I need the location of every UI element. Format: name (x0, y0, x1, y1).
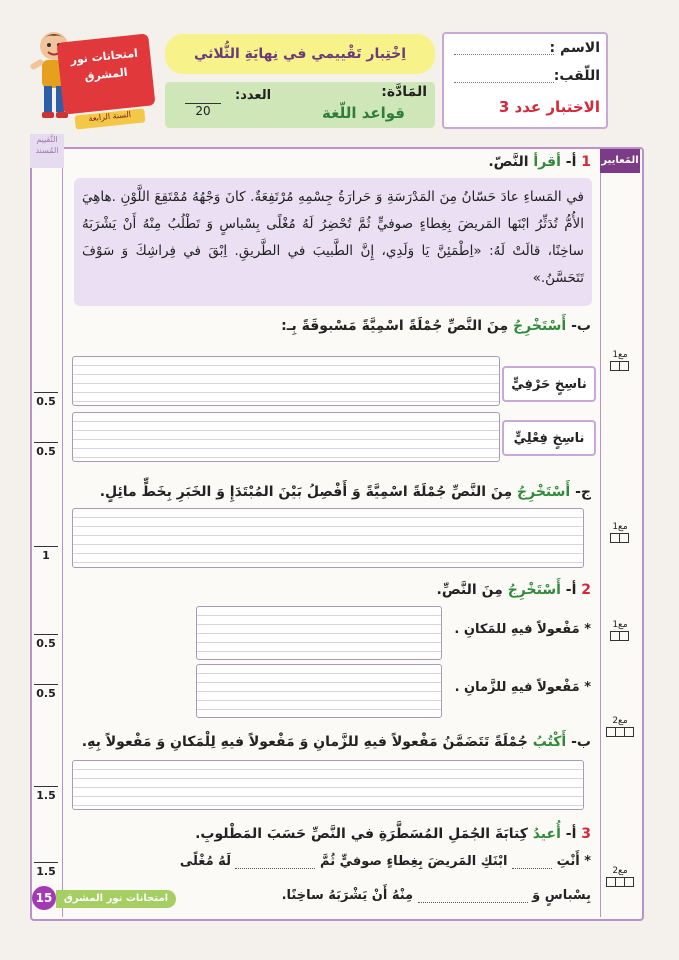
surname-label: اللّقب: (553, 68, 600, 84)
q1a-instruction (91, 154, 591, 170)
mark-time: 0.5 (34, 674, 58, 700)
q3a-rest: كِتابَةَ الجُمَلِ المُسَطَّرَةِ في النَّصِّ حَسَبَ المَطْلوبِ. (195, 826, 528, 842)
q2b-rest: جُمْلَةً تَتَضَمَّنُ مَفْعولاً فيهِ للزَّمانِ وَ مَفْعولاً فيهِ لِلْمَكانِ وَ مَفْعولاً بِهِ. (81, 734, 528, 750)
score-field[interactable] (185, 88, 221, 118)
q3-line2-end: مِنْهُ أَنْ يَشْرَبَهُ ساخِنًا. (281, 888, 414, 903)
student-info-box (442, 32, 608, 129)
marks-header: التَّقييم المُسند (30, 134, 64, 168)
q2-item-place: * مَفْعولاً فيهِ للمَكانِ . (454, 622, 591, 637)
mark-q3: 1.5 (34, 852, 58, 878)
q2b-label: ب- (571, 734, 591, 750)
criteria-header: المَعايير (600, 149, 640, 173)
q1c-instruction (81, 484, 591, 500)
exam-title: اِخْتِبار تَقْييمي في نِهايَةِ الثُّلاثي (165, 34, 435, 74)
q1b-label: ب- (571, 318, 591, 334)
q1b-rest: مِنَ النَّصِّ جُمْلَةً اسْمِيَّةً مَسْبوقَةً بِـ: (281, 318, 509, 334)
q2a-instruction (91, 582, 591, 598)
q2b-instruction (71, 734, 591, 750)
surname-field[interactable] (454, 82, 554, 83)
q1c-verb: أَسْتَخْرِجُ (517, 484, 571, 500)
q2a-label: أ- (565, 582, 577, 598)
subject-label: المَادَّة: (381, 84, 427, 100)
test-number: الاختبار عدد 3 (498, 98, 600, 116)
q2b-verb: أَكْتُبُ (532, 734, 567, 750)
logo-grade: السنة الرابعة (74, 108, 145, 129)
q3-line1-mid: ابْنَكِ المَريضَ بِغِطاءٍ صوفيٍّ ثُمَّ (320, 854, 508, 869)
mark-fili: 0.5 (34, 432, 58, 458)
q3-blank2[interactable] (235, 868, 315, 869)
q2a-verb: أَسْتَخْرِجُ (507, 582, 561, 598)
answer-q1c[interactable] (72, 508, 584, 568)
answer-place[interactable] (196, 606, 442, 660)
q3a-instruction (81, 826, 591, 842)
reading-passage: في المَساءِ عادَ حَسّانُ مِنَ المَدْرَسَةِ وَ حَرارَةُ جِسْمِهِ مُرْتَفِعَةٌ. كانَ وَجْهُهُ مُمْتَقِعَ اللَّوْنِ .هاهِيَ الأُمُّ تُدَثِّرُ ابْنَها المَريضَ بِغِطاءٍ صوفيٍّ ثُمَّ تُحْضِرُ لَهُ مُغْلًى بِسْباسٍ وَ تَطْلُبُ مِنْهُ أَنْ يَشْرَبَهُ ساخِنًا، قالَتْ لَهُ: «اِطْمَئِنَّ يَا وَلَدِي، إِنَّ الطَّبيبَ في الطَّريقِ. اِبْقَ في فِراشِكَ وَ سَوْفَ تَتَحَسَّنُ.» (74, 178, 592, 306)
q2-item-time: * مَفْعولاً فيهِ للزَّمانِ . (454, 680, 591, 695)
logo-text: امتحانات نور المشرق (56, 33, 155, 114)
q3a-verb: أُعيدُ (532, 826, 561, 842)
mark-harfi: 0.5 (34, 382, 58, 408)
q1c-rest: مِنَ النَّصِّ جُمْلَةً اسْمِيَّةً وَ أَفْصِلُ بَيْنَ المُبْتَدَإِ وَ الخَبَرِ بِخَطٍّ مائِلٍ. (99, 484, 513, 500)
chip-harfi: ناسِخٍ حَرْفِيٍّ (502, 366, 596, 402)
q3-line1: * أَنْتِ ابْنَكِ المَريضَ بِغِطاءٍ صوفيٍّ ثُمَّ لَهُ مُغْلًى (179, 854, 591, 869)
answer-q2b[interactable] (72, 760, 584, 810)
q1a-rest: النَّصّ. (488, 154, 529, 170)
chip-fili: ناسِخٍ فِعْلِيٍّ (502, 420, 596, 456)
q1c-label: ج- (575, 484, 591, 500)
score-label: العدد: (235, 88, 272, 103)
footer-brand: امتحانات نور المشرق (56, 890, 176, 908)
subject-box (165, 82, 435, 128)
mark-q2b: 1.5 (34, 776, 58, 802)
q3-line1-start: أَنْتِ (556, 854, 580, 869)
q3-blank1[interactable] (512, 868, 552, 869)
q3a-label: أ- (565, 826, 577, 842)
q1a-verb: أقرأ (533, 154, 561, 170)
q1-number: 1 (581, 154, 591, 170)
mark-place: 0.5 (34, 624, 58, 650)
q3-number: 3 (581, 826, 591, 842)
name-field[interactable] (454, 54, 554, 55)
q2a-rest: مِنَ النَّصِّ. (436, 582, 503, 598)
criteria-q2b: مع2 (604, 716, 636, 737)
page-number: 15 (32, 886, 56, 910)
q2-number: 2 (581, 582, 591, 598)
q3-blank3[interactable] (418, 902, 528, 903)
score-denominator: 20 (185, 103, 221, 118)
q3-line1-end: لَهُ مُغْلًى (179, 854, 231, 869)
answer-harfi[interactable] (72, 356, 500, 406)
answer-fili[interactable] (72, 412, 500, 462)
q1b-verb: أَسْتَخْرِجُ (513, 318, 567, 334)
q3-line2-start: بِسْباسٍ وَ (532, 888, 591, 903)
criteria-q1b: مع1 (604, 350, 636, 371)
criteria-q2a: مع1 (604, 620, 636, 641)
subject-value: قواعد اللّغة (322, 104, 405, 122)
brand-logo (20, 22, 160, 134)
criteria-q1c: مع1 (604, 522, 636, 543)
q2-item-place-label: مَفْعولاً فيهِ للمَكانِ (463, 622, 580, 637)
criteria-q3: مع2 (604, 866, 636, 887)
q1a-label: أ- (565, 154, 577, 170)
answer-time[interactable] (196, 664, 442, 718)
q2-item-time-label: مَفْعولاً فيهِ للزَّمانِ (464, 680, 580, 695)
name-label: الاسم : (549, 40, 600, 56)
mark-q1c: 1 (34, 536, 58, 562)
q1b-instruction (81, 318, 591, 334)
